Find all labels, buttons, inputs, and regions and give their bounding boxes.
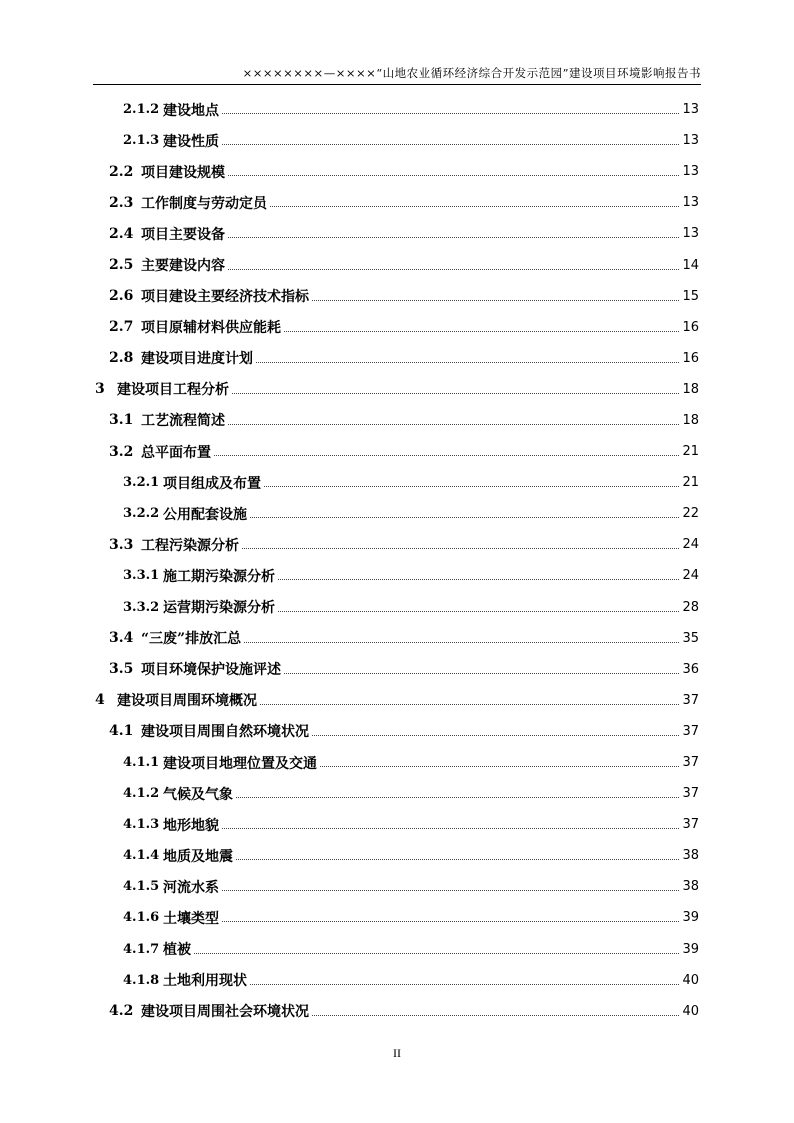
toc-entry-title: 建设性质 — [163, 133, 219, 150]
toc-entry-page: 37 — [682, 723, 699, 739]
toc-entry-title: 工艺流程简述 — [141, 413, 225, 430]
toc-entry-number: 4.2 — [109, 1003, 134, 1020]
page-number: II — [393, 1046, 401, 1060]
dot-leader — [194, 953, 679, 954]
page-header — [93, 64, 701, 85]
toc-entry[interactable] — [93, 623, 699, 654]
toc-entry-number: 3.3 — [109, 536, 134, 553]
toc-entry-page: 39 — [682, 941, 699, 957]
dot-leader — [264, 486, 679, 487]
dot-leader — [228, 269, 679, 270]
toc-entry[interactable] — [93, 871, 699, 902]
toc-entry-number: 2.1.3 — [123, 133, 160, 149]
toc-entry-page: 37 — [682, 692, 699, 708]
toc-entry-number: 2.7 — [109, 319, 134, 336]
toc-entry-number: 2.8 — [109, 350, 134, 367]
toc-entry-number: 4.1.4 — [123, 848, 160, 864]
toc-entry-title: 建设项目地理位置及交通 — [163, 755, 317, 772]
toc-entry-title: 植被 — [163, 942, 191, 959]
toc-entry-page: 13 — [682, 133, 699, 149]
toc-entry-number: 4.1.5 — [123, 879, 160, 895]
toc-entry-number: 3.4 — [109, 630, 134, 647]
dot-leader — [250, 517, 679, 518]
toc-entry-page: 38 — [682, 879, 699, 895]
toc-entry-title: 工程污染源分析 — [141, 537, 239, 554]
toc-entry[interactable] — [93, 218, 699, 249]
toc-entry-page: 14 — [682, 257, 699, 273]
toc-entry-title: 河流水系 — [163, 879, 219, 896]
toc-entry-page: 37 — [682, 817, 699, 833]
toc-entry[interactable] — [93, 592, 699, 623]
toc-entry-title: 项目环境保护设施评述 — [141, 662, 281, 679]
dot-leader — [236, 797, 679, 798]
toc-entry-number: 2.5 — [109, 257, 134, 274]
dot-leader — [278, 579, 679, 580]
toc-entry-number: 3.1 — [109, 412, 134, 429]
toc-entry-page: 39 — [682, 910, 699, 926]
dot-leader — [312, 300, 679, 301]
toc-entry-number: 3.2.1 — [123, 475, 160, 491]
toc-entry-number: 4.1.1 — [123, 755, 160, 771]
dot-leader — [228, 424, 679, 425]
toc-entry[interactable] — [93, 809, 699, 840]
toc-entry[interactable] — [93, 996, 699, 1027]
toc-entry-title: 建设项目进度计划 — [141, 351, 253, 368]
toc-entry[interactable] — [93, 125, 699, 156]
toc-entry[interactable] — [93, 778, 699, 809]
dot-leader — [222, 828, 679, 829]
dot-leader — [242, 548, 679, 549]
toc-entry-title: 项目原辅材料供应能耗 — [141, 320, 281, 337]
dot-leader — [270, 206, 679, 207]
toc-entry-number: 2.6 — [109, 288, 134, 305]
toc-entry-number: 4.1.2 — [123, 786, 160, 802]
toc-entry[interactable] — [93, 840, 699, 871]
dot-leader — [284, 673, 679, 674]
toc-entry[interactable] — [93, 685, 699, 716]
toc-entry-number: 4 — [95, 692, 105, 709]
toc-entry-page: 24 — [682, 537, 699, 553]
toc-entry-number: 3.5 — [109, 661, 134, 678]
dot-leader — [278, 611, 679, 612]
dot-leader — [214, 455, 679, 456]
toc-entry-page: 37 — [682, 786, 699, 802]
toc-entry-page: 35 — [682, 630, 699, 646]
toc-entry-title: “三废”排放汇总 — [141, 631, 242, 648]
dot-leader — [312, 1015, 679, 1016]
dot-leader — [284, 331, 679, 332]
toc-entry-title: 项目组成及布置 — [163, 475, 261, 492]
toc-entry[interactable] — [93, 187, 699, 218]
toc-entry-number: 3.3.2 — [123, 599, 160, 615]
dot-leader — [256, 362, 679, 363]
toc-entry-page: 36 — [682, 661, 699, 677]
toc-entry[interactable] — [93, 156, 699, 187]
toc-entry-page: 37 — [682, 755, 699, 771]
dot-leader — [320, 766, 679, 767]
toc-entry-number: 4.1.7 — [123, 941, 160, 957]
toc-entry-number: 4.1 — [109, 723, 134, 740]
toc-entry-page: 13 — [682, 102, 699, 118]
toc-entry[interactable] — [93, 249, 699, 280]
toc-entry[interactable] — [93, 467, 699, 498]
toc-entry-title: 公用配套设施 — [163, 506, 247, 523]
toc-entry-page: 13 — [682, 226, 699, 242]
dot-leader — [236, 859, 679, 860]
toc-entry-title: 项目主要设备 — [141, 226, 225, 243]
toc-entry-number: 2.2 — [109, 163, 134, 180]
dot-leader — [222, 890, 679, 891]
toc-entry-title: 地形地貌 — [163, 817, 219, 834]
toc-entry-number: 2.1.2 — [123, 102, 160, 118]
toc-entry[interactable] — [93, 747, 699, 778]
toc-entry[interactable] — [93, 902, 699, 933]
toc-entry-title: 项目建设规模 — [141, 164, 225, 181]
toc-entry-page: 38 — [682, 848, 699, 864]
dot-leader — [312, 735, 679, 736]
toc-entry-title: 建设项目周围环境概况 — [117, 693, 257, 710]
toc-entry-title: 土壤类型 — [163, 910, 219, 927]
dot-leader — [222, 144, 679, 145]
toc-entry-page: 15 — [682, 288, 699, 304]
toc-entry[interactable] — [93, 374, 699, 405]
toc-entry-title: 建设项目周围社会环境状况 — [141, 1004, 309, 1021]
toc-entry-number: 2.3 — [109, 194, 134, 211]
toc-entry[interactable] — [93, 716, 699, 747]
toc-entry[interactable] — [93, 498, 699, 529]
toc-entry[interactable] — [93, 654, 699, 685]
toc-entry-number: 4.1.3 — [123, 817, 160, 833]
toc-entry-title: 总平面布置 — [141, 444, 211, 461]
toc-entry[interactable] — [93, 312, 699, 343]
toc-entry-number: 4.1.8 — [123, 972, 160, 988]
toc-entry-page: 40 — [682, 1003, 699, 1019]
dot-leader — [244, 642, 679, 643]
toc-entry-page: 28 — [682, 599, 699, 615]
toc-entry[interactable] — [93, 405, 699, 436]
dot-leader — [260, 704, 679, 705]
toc-entry[interactable] — [93, 965, 699, 996]
dot-leader — [232, 393, 679, 394]
dot-leader — [222, 921, 679, 922]
toc-entry-title: 建设地点 — [163, 102, 219, 119]
dot-leader — [228, 175, 679, 176]
toc-entry-number: 3 — [95, 381, 105, 398]
toc-entry-page: 24 — [682, 568, 699, 584]
toc-entry[interactable] — [93, 94, 699, 125]
toc-entry[interactable] — [93, 529, 699, 560]
toc-entry-page: 16 — [682, 350, 699, 366]
toc-entry-number: 3.3.1 — [123, 568, 160, 584]
toc-entry-number: 3.2 — [109, 443, 134, 460]
toc-entry-page: 13 — [682, 164, 699, 180]
toc-entry[interactable] — [93, 436, 699, 467]
toc-entry-title: 建设项目周围自然环境状况 — [141, 724, 309, 741]
toc-entry-number: 2.4 — [109, 225, 134, 242]
toc-entry[interactable] — [93, 343, 699, 374]
toc-entry-page: 18 — [682, 412, 699, 428]
toc-entry[interactable] — [93, 934, 699, 965]
toc-entry-page: 13 — [682, 195, 699, 211]
toc-entry-title: 土地利用现状 — [163, 973, 247, 990]
toc-entry-page: 22 — [682, 506, 699, 522]
toc-entry-title: 项目建设主要经济技术指标 — [141, 289, 309, 306]
toc-entry-page: 40 — [682, 972, 699, 988]
toc-entry-page: 21 — [682, 475, 699, 491]
dot-leader — [222, 113, 679, 114]
toc-entry[interactable] — [93, 281, 699, 312]
toc-entry-title: 地质及地震 — [163, 848, 233, 865]
toc-entry-page: 18 — [682, 381, 699, 397]
toc-entry-title: 工作制度与劳动定员 — [141, 195, 267, 212]
toc-entry[interactable] — [93, 560, 699, 591]
header-title: ××××××××—××××“山地农业循环经济综合开发示范园”建设项目环境影响报告书 — [242, 66, 701, 80]
toc-entry-number: 3.2.2 — [123, 506, 160, 522]
toc-entry-page: 16 — [682, 319, 699, 335]
dot-leader — [228, 237, 679, 238]
dot-leader — [250, 984, 679, 985]
toc-entry-title: 建设项目工程分析 — [117, 382, 229, 399]
toc-entry-title: 气候及气象 — [163, 786, 233, 803]
toc-entry-page: 21 — [682, 444, 699, 460]
toc-entry-title: 运营期污染源分析 — [163, 600, 275, 617]
table-of-contents — [93, 94, 699, 1027]
toc-entry-title: 施工期污染源分析 — [163, 568, 275, 585]
toc-entry-number: 4.1.6 — [123, 910, 160, 926]
toc-entry-title: 主要建设内容 — [141, 258, 225, 275]
